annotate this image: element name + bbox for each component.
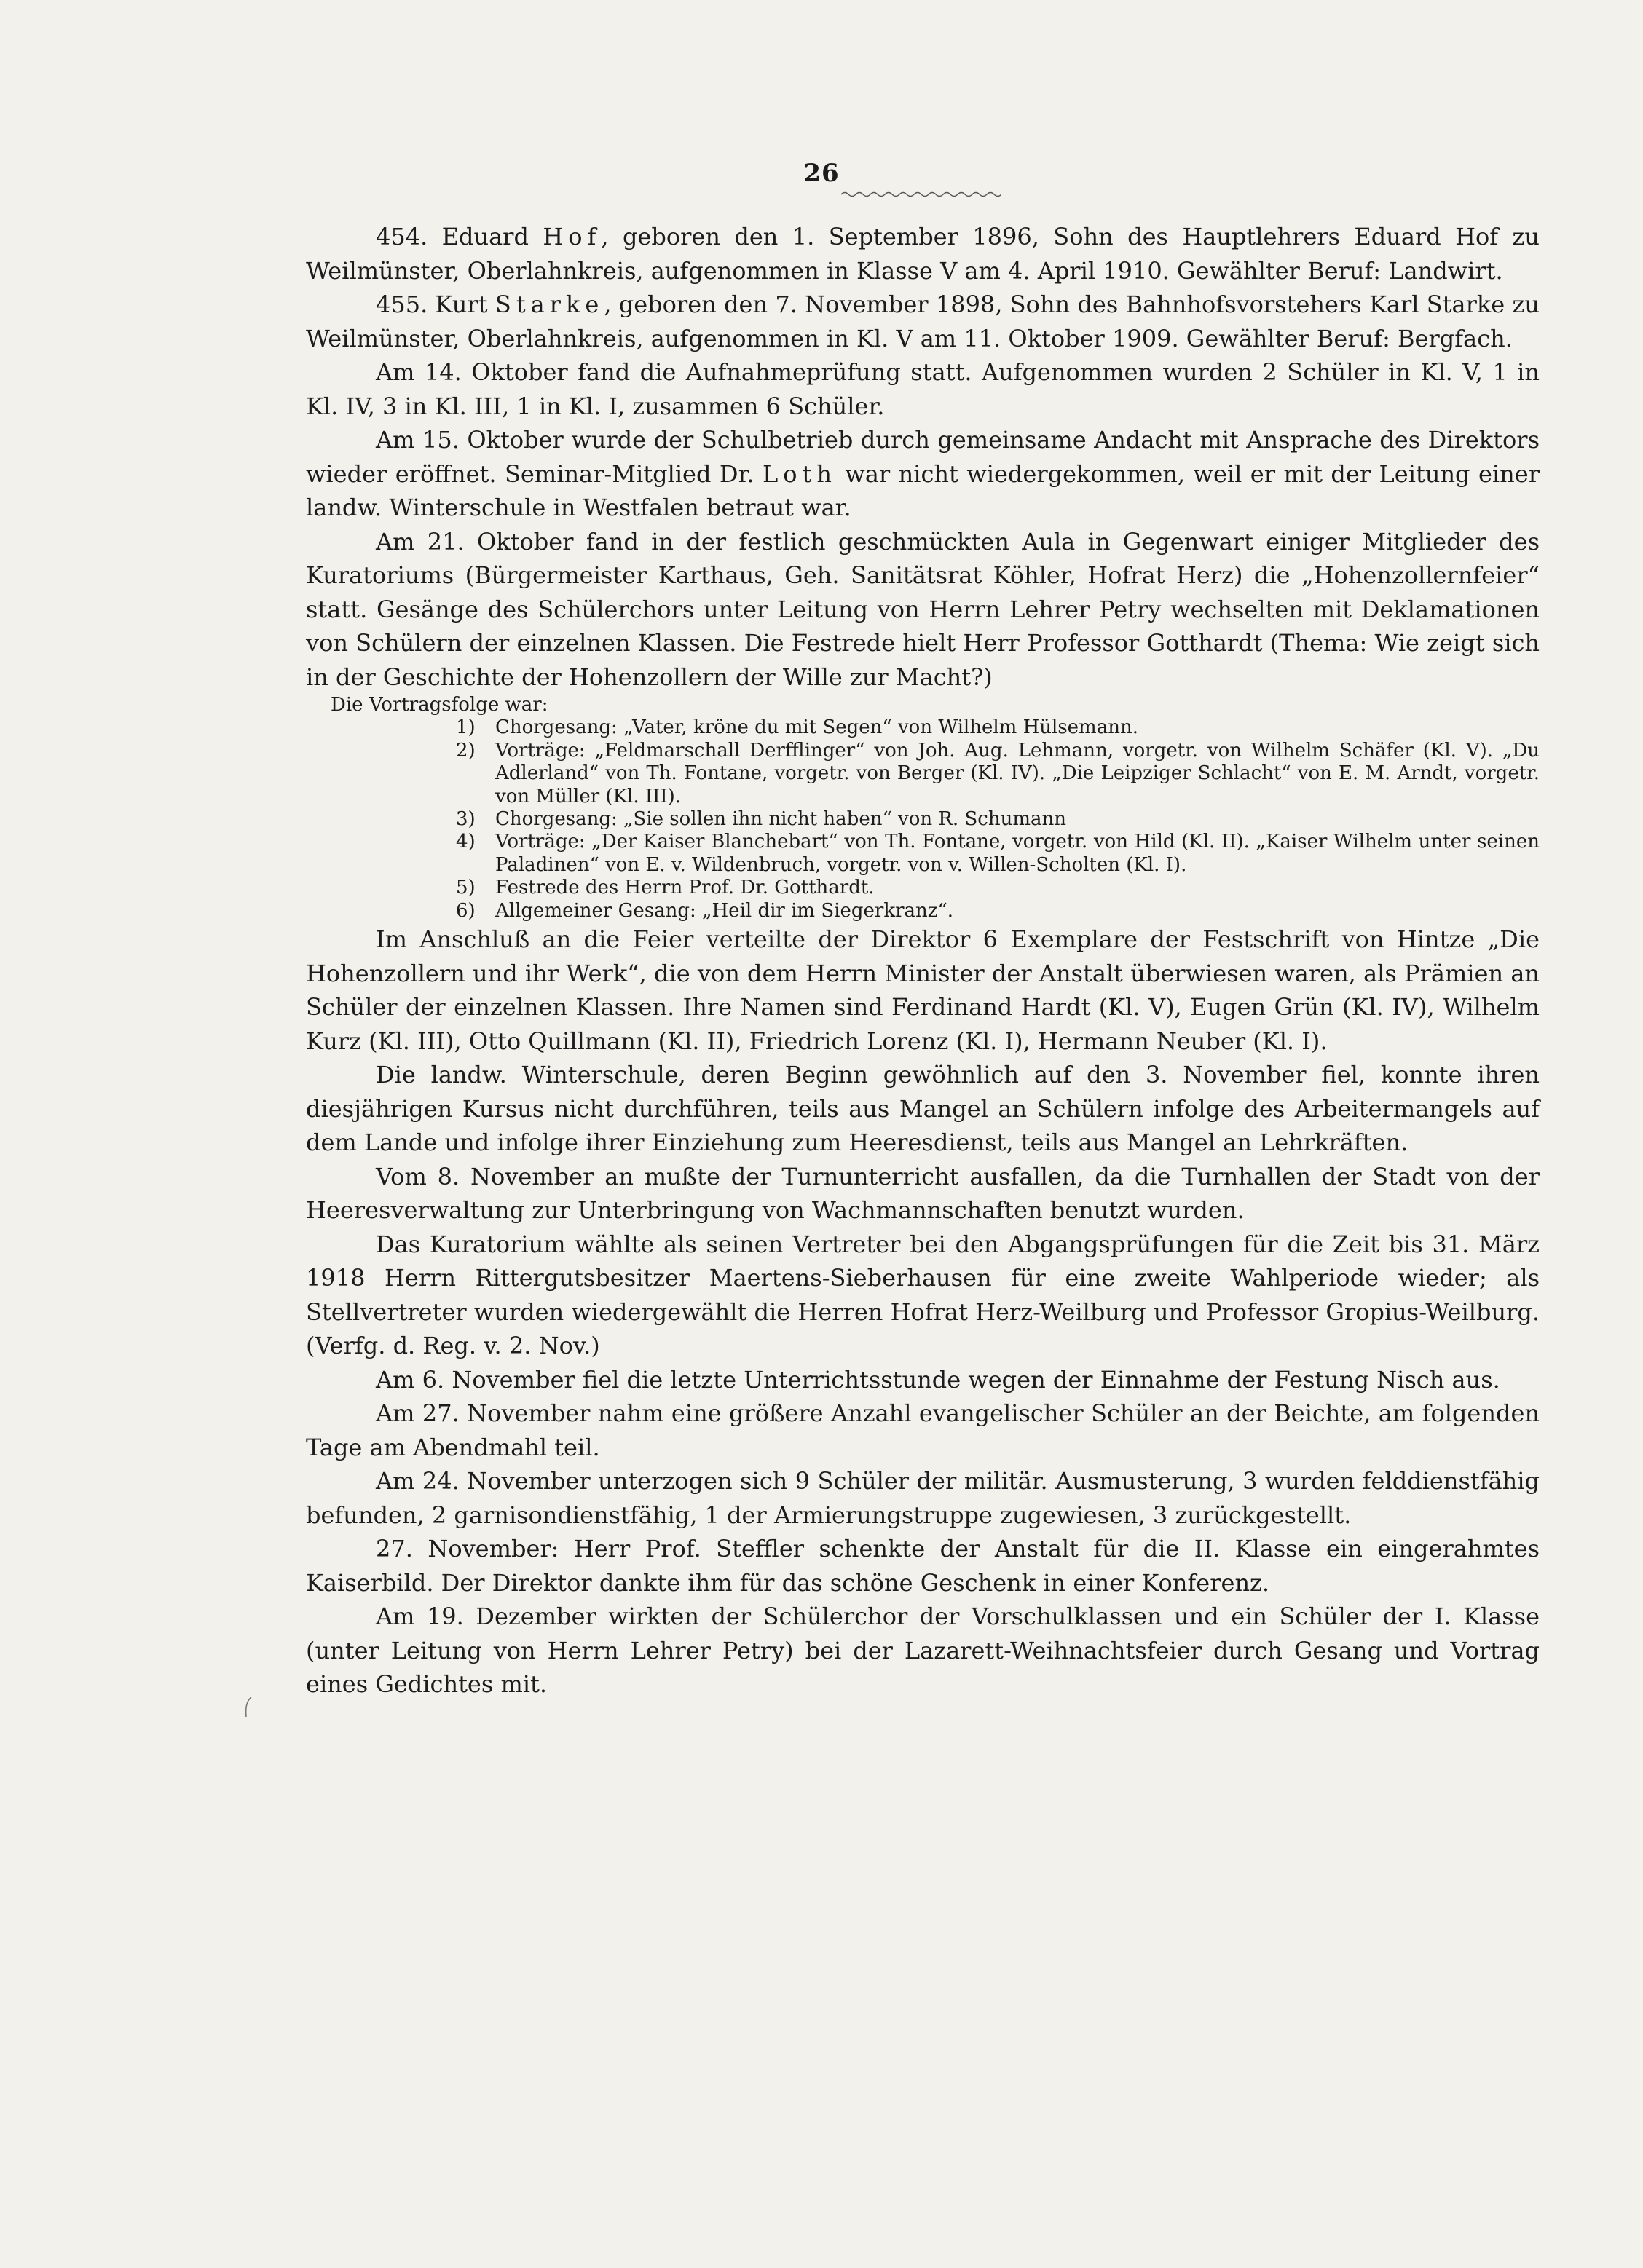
vortragsfolge-item bbox=[456, 877, 1540, 899]
paragraph-beichte: Am 27. November nahm eine größere Anzahl evangelischer Schüler an der Beichte, am folgenden Tage am Abendmahl teil. bbox=[306, 1399, 1540, 1461]
item-number: 2) bbox=[456, 739, 476, 762]
item-number: 5) bbox=[456, 877, 476, 899]
paragraph-nisch: Am 6. November fiel die letzte Unterrichtsstunde wegen der Einnahme der Festung Nisch aus. bbox=[376, 1365, 1500, 1394]
vortragsfolge-item bbox=[456, 716, 1540, 739]
decorative-wavy-rule bbox=[841, 191, 1001, 198]
page-number: 26 bbox=[803, 159, 840, 188]
item-text: Vorträge: „Feldmarschall Derfflinger“ von Joh. Aug. Lehmann, vorgetr. von Wilhelm Schäfer (Kl. V). „Du Adlerland“ von Th. Fontane, vorgetr. von Berger (Kl. IV). „Die Leipziger Schlacht“ von E. M. Arndt, vorgetr. von Müller (Kl. III). bbox=[495, 739, 1540, 807]
paragraph-kaiserbild: 27. November: Herr Prof. Steffler schenkte der Anstalt für die II. Klasse ein eingerahmtes Kaiserbild. Der Direktor dankte ihm für das schöne Geschenk in einer Konferenz. bbox=[306, 1535, 1540, 1597]
vortragsfolge-item bbox=[456, 900, 1540, 922]
entry-455-lead: 455. Kurt bbox=[376, 291, 495, 318]
vortragsfolge-item bbox=[456, 831, 1540, 877]
item-number: 3) bbox=[456, 808, 476, 831]
paragraph-musterung: Am 24. November unterzogen sich 9 Schüler der militär. Ausmusterung, 3 wurden felddienstfähig befunden, 2 garnisondienstfähig, 1 der Armierungstruppe zugewiesen, 3 zurückgestellt. bbox=[306, 1467, 1540, 1529]
schulbetrieb-name: Loth bbox=[762, 459, 837, 488]
paragraph-praemien: Im Anschluß an die Feier verteilte der Direktor 6 Exemplare der Festschrift von Hintze „Die Hohenzollern und ihr Werk“, die von dem Herrn Minister der Anstalt überwiesen waren, als Prämien an Schüler der einzelnen Klassen. Ihre Namen sind Ferdinand Hardt (Kl. V), Eugen Grün (Kl. IV), Wilhelm Kurz (Kl. III), Otto Quillmann (Kl. II), Friedrich Lorenz (Kl. I), Hermann Neuber (Kl. I). bbox=[306, 925, 1540, 1055]
paragraph-hohenzollernfeier: Am 21. Oktober fand in der festlich geschmückten Aula in Gegenwart einiger Mitglieder des Kuratoriums (Bürgermeister Karthaus, Geh. Sanitätsrat Köhler, Hofrat Herz) die „Hohenzollernfeier“ statt. Gesänge des Schülerchors unter Leitung von Herrn Lehrer Petry wechselten mit Deklamationen von Schülern der einzelnen Klassen. Die Festrede hielt Herr Professor Gotthardt (Thema: Wie zeigt sich in der Geschichte der Hohenzollern der Wille zur Macht?) bbox=[306, 527, 1540, 691]
item-text: Allgemeiner Gesang: „Heil dir im Siegerkranz“. bbox=[495, 899, 954, 922]
entry-454 bbox=[306, 220, 1540, 288]
margin-pencil-mark bbox=[243, 1696, 253, 1718]
item-text: Chorgesang: „Sie sollen ihn nicht haben“ von R. Schumann bbox=[495, 808, 1066, 831]
item-text: Vorträge: „Der Kaiser Blanchebart“ von Th. Fontane, vorgetr. von Hild (Kl. II). „Kaiser Wilhelm unter seinen Paladinen“ von E. v. Wildenbruch, vorgetr. von v. Willen-Scholten (Kl. I). bbox=[495, 831, 1540, 876]
entry-454-text: , geboren den 1. September 1896, Sohn des Hauptlehrers Eduard Hof zu Weilmünster, Oberlahnkreis, aufgenommen in Klasse V am 4. April 1910. Gewählter Beruf: Landwirt. bbox=[306, 223, 1540, 285]
schulbetrieb-lead: Am 15. Oktober wurde der Schulbetrieb durch gemeinsame Andacht mit Ansprache des Direktors wieder eröffnet. Seminar-Mitglied Dr. bbox=[306, 426, 1540, 488]
entry-454-name: Hof bbox=[543, 223, 602, 250]
paragraph-turnunterricht: Vom 8. November an mußte der Turnunterricht ausfallen, da die Turnhallen der Stadt von der Heeresverwaltung zur Unterbringung von Wachmannschaften benutzt wurden. bbox=[306, 1162, 1540, 1225]
item-number: 4) bbox=[456, 831, 476, 853]
paragraph-weihnachtsfeier: Am 19. Dezember wirkten der Schülerchor der Vorschulklassen und ein Schüler der I. Klasse (unter Leitung von Herrn Lehrer Petry) bei der Lazarett-Weihnachtsfeier durch Gesang und Vortrag eines Gedichtes mit. bbox=[306, 1603, 1540, 1699]
schulbetrieb-text: war nicht wiedergekommen, weil er mit der Leitung einer landw. Winterschule in Westfalen betraut war. bbox=[306, 459, 1540, 521]
paragraph-winterschule: Die landw. Winterschule, deren Beginn gewöhnlich auf den 3. November fiel, konnte ihren diesjährigen Kursus nicht durchführen, teils aus Mangel an Schülern infolge des Arbeitermangels auf dem Lande und infolge ihrer Einziehung zum Heeresdienst, teils aus Mangel an Lehrkräften. bbox=[306, 1061, 1540, 1157]
vortragsfolge-item bbox=[456, 740, 1540, 808]
item-text: Festrede des Herrn Prof. Dr. Gotthardt. bbox=[495, 877, 875, 899]
paragraph-kuratorium: Das Kuratorium wählte als seinen Vertreter bei den Abgangsprüfungen für die Zeit bis 31. März 1918 Herrn Rittergutsbesitzer Maertens-Sieberhausen für eine zweite Wahlperiode wieder; als Stellvertreter wurden wiedergewählt die Herren Hofrat Herz-Weilburg und Professor Gropius-Weilburg. (Verfg. d. Reg. v. 2. Nov.) bbox=[306, 1230, 1540, 1360]
vortragsfolge bbox=[306, 694, 1540, 922]
vortragsfolge-list bbox=[306, 716, 1540, 922]
vortragsfolge-intro: Die Vortragsfolge war: bbox=[331, 694, 548, 716]
entry-455-text: , geboren den 7. November 1898, Sohn des Bahnhofsvorstehers Karl Starke zu Weilmünster, Oberlahnkreis, aufgenommen in Kl. V am 11. Oktober 1909. Gewählter Beruf: Bergfach. bbox=[306, 291, 1540, 352]
entry-455-name: Starke bbox=[495, 291, 604, 318]
item-text: Chorgesang: „Vater, kröne du mit Segen“ von Wilhelm Hülsemann. bbox=[495, 716, 1138, 739]
entry-455 bbox=[306, 288, 1540, 355]
paragraph-schulbetrieb bbox=[306, 423, 1540, 525]
vortragsfolge-item bbox=[456, 808, 1540, 831]
paragraph-aufnahmepruefung: Am 14. Oktober fand die Aufnahmeprüfung statt. Aufgenommen wurden 2 Schüler in Kl. V, 1 in Kl. IV, 3 in Kl. III, 1 in Kl. I, zusammen 6 Schüler. bbox=[306, 358, 1540, 420]
item-number: 6) bbox=[456, 899, 476, 922]
page-body bbox=[306, 220, 1540, 1702]
entry-454-lead: 454. Eduard bbox=[376, 223, 543, 250]
item-number: 1) bbox=[456, 716, 476, 739]
